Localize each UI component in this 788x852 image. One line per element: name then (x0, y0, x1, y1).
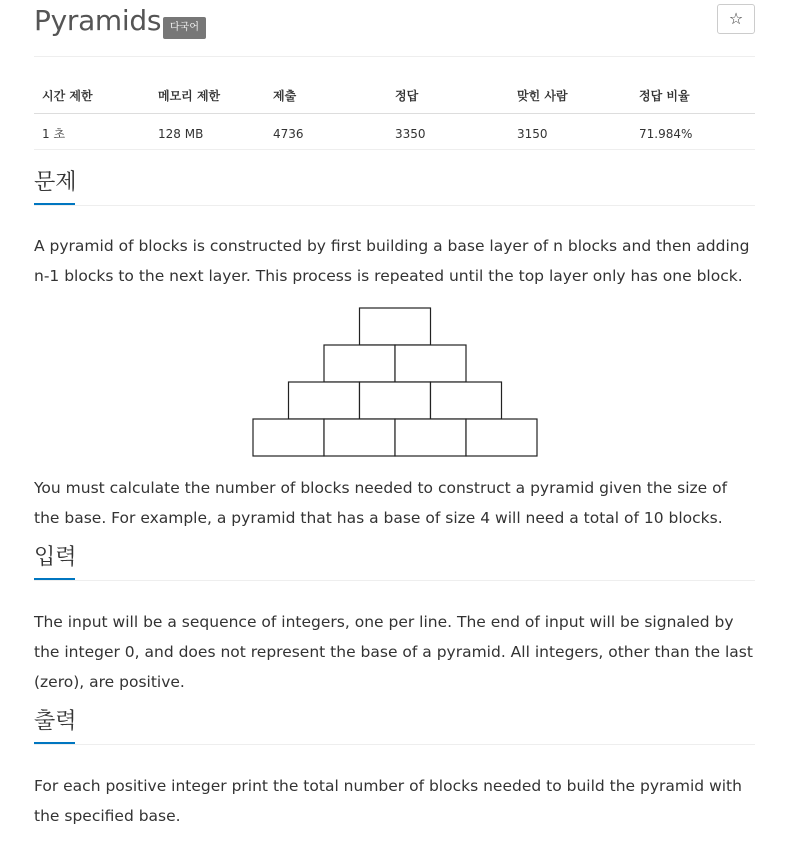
header-memory-limit: 메모리 제한 (150, 74, 265, 114)
language-badge[interactable]: 다국어 (163, 17, 206, 39)
pyramid-block (324, 419, 395, 456)
output-heading-text: 출력 (34, 709, 77, 734)
problem-stats-table (34, 74, 755, 150)
value-memory-limit: 128 MB (150, 114, 265, 150)
input-heading-text: 입력 (34, 545, 77, 570)
star-button[interactable] (717, 4, 755, 34)
problem-section-heading (34, 170, 77, 196)
pyramid-figure (252, 307, 539, 459)
pyramid-block (360, 382, 431, 419)
value-submissions: 4736 (265, 114, 387, 150)
header-ratio: 정답 비율 (631, 74, 755, 114)
pyramid-block (289, 382, 360, 419)
pyramid-block (360, 308, 431, 345)
header-submissions: 제출 (265, 74, 387, 114)
stats-header-row (34, 74, 755, 114)
pyramid-block (431, 382, 502, 419)
input-section-heading (34, 545, 77, 571)
problem-heading-text: 문제 (34, 170, 77, 195)
pyramid-block (253, 419, 324, 456)
value-solvers: 3150 (509, 114, 631, 150)
output-description: For each positive integer print the total number of blocks needed to build the pyramid with the specified base. (34, 777, 742, 825)
page-title: Pyramids (34, 4, 162, 37)
pyramid-block (395, 419, 466, 456)
pyramid-block (395, 345, 466, 382)
header-accepted: 정답 (387, 74, 509, 114)
value-ratio: 71.984% (631, 114, 755, 150)
input-description: The input will be a sequence of integers, one per line. The end of input will be signaled by the integer 0, and does not represent the base of a pyramid. All integers, other than the last (zero), are positive. (34, 613, 753, 691)
value-accepted: 3350 (387, 114, 509, 150)
section-divider (34, 744, 755, 745)
problem-description-2: You must calculate the number of blocks needed to construct a pyramid given the size of the base. For example, a pyramid that has a base of size 4 will need a total of 10 blocks. (34, 479, 728, 527)
stats-value-row (34, 114, 755, 150)
output-section-heading (34, 709, 77, 735)
header-solvers: 맞힌 사람 (509, 74, 631, 114)
pyramid-block (324, 345, 395, 382)
section-divider (34, 580, 755, 581)
pyramid-block (466, 419, 537, 456)
title-row (34, 4, 755, 44)
title-divider (34, 56, 755, 57)
header-time-limit: 시간 제한 (34, 74, 150, 114)
section-divider (34, 205, 755, 206)
star-icon: ☆ (728, 9, 744, 28)
value-time-limit: 1 초 (34, 114, 150, 150)
problem-description-1: A pyramid of blocks is constructed by first building a base layer of n blocks and then adding n-1 blocks to the next layer. This process is repeated until the top layer only has one block. (34, 237, 750, 285)
